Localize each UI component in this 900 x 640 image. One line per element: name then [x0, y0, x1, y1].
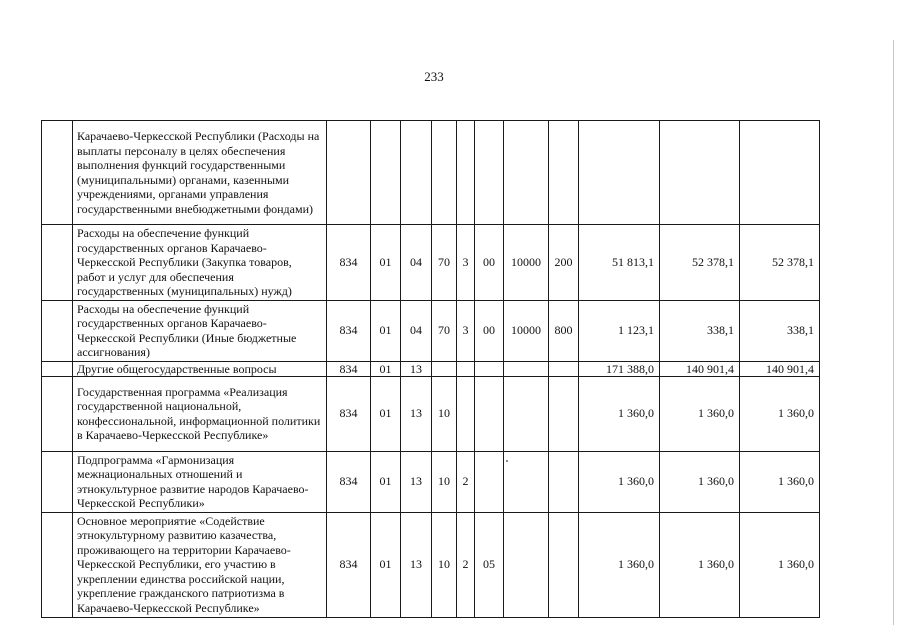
amount-year-1: 1 123,1	[579, 300, 660, 361]
item-name: Расходы на обеспечение функций государственных органов Карачаево-Черкесской Республики (Иные бюджетные ассигнования)	[73, 300, 327, 361]
section-code: 01	[371, 451, 401, 512]
budget-table	[41, 120, 820, 618]
ved-code: 834	[327, 361, 371, 376]
target-article-part2: 2	[457, 451, 475, 512]
item-name: Карачаево-Черкесской Республики (Расходы на выплаты персоналу в целях обеспечения выполнения функций государственными (муниципальными) органами, казенными учреждениями, органами управления государственными внебюджетными фондами)	[73, 121, 327, 225]
item-name: Основное мероприятие «Содействие этнокультурному развитию казачества, проживающего на территории Карачаево-Черкесской Республики, его участию в укреплении единства российской нации, укрепление гражданского патриотизма в Карачаево-Черкесской Республике»	[73, 512, 327, 617]
expense-type-code	[549, 121, 579, 225]
table-row	[42, 121, 820, 225]
expense-type-code	[549, 361, 579, 376]
blank-cell	[42, 451, 73, 512]
subsection-code: 13	[401, 361, 432, 376]
blank-cell	[42, 225, 73, 301]
table-row	[42, 512, 820, 617]
section-code: 01	[371, 300, 401, 361]
target-article-part2: 2	[457, 512, 475, 617]
amount-year-3: 338,1	[740, 300, 820, 361]
target-article-part1: 70	[432, 300, 457, 361]
amount-year-1: 171 388,0	[579, 361, 660, 376]
target-article-part2: 3	[457, 300, 475, 361]
amount-year-1: 51 813,1	[579, 225, 660, 301]
table-row	[42, 300, 820, 361]
target-article-part1	[432, 121, 457, 225]
amount-year-3: 1 360,0	[740, 451, 820, 512]
amount-year-3: 52 378,1	[740, 225, 820, 301]
scan-edge-line	[893, 40, 894, 625]
ved-code: 834	[327, 451, 371, 512]
expense-type-code	[549, 376, 579, 451]
target-article-part1: 70	[432, 225, 457, 301]
ved-code: 834	[327, 225, 371, 301]
target-article-part4: 10000	[504, 225, 549, 301]
table-row	[42, 225, 820, 301]
blank-cell	[42, 376, 73, 451]
subsection-code: 13	[401, 376, 432, 451]
section-code: 01	[371, 361, 401, 376]
blank-cell	[42, 121, 73, 225]
subsection-code: 13	[401, 512, 432, 617]
ved-code: 834	[327, 376, 371, 451]
item-name: Другие общегосударственные вопросы	[73, 361, 327, 376]
target-article-part1: 10	[432, 451, 457, 512]
amount-year-2: 140 901,4	[660, 361, 740, 376]
target-article-part3: 05	[475, 512, 504, 617]
target-article-part2	[457, 361, 475, 376]
amount-year-3: 140 901,4	[740, 361, 820, 376]
section-code: 01	[371, 225, 401, 301]
amount-year-3: 1 360,0	[740, 512, 820, 617]
target-article-part4	[504, 451, 549, 512]
expense-type-code: 800	[549, 300, 579, 361]
amount-year-2: 338,1	[660, 300, 740, 361]
target-article-part3	[475, 376, 504, 451]
subsection-code: 13	[401, 451, 432, 512]
table-row	[42, 376, 820, 451]
target-article-part4	[504, 512, 549, 617]
page-number: 233	[424, 69, 444, 84]
target-article-part2	[457, 121, 475, 225]
amount-year-2: 1 360,0	[660, 451, 740, 512]
section-code: 01	[371, 512, 401, 617]
ved-code: 834	[327, 300, 371, 361]
section-code	[371, 121, 401, 225]
subsection-code: 04	[401, 300, 432, 361]
blank-cell	[42, 512, 73, 617]
scan-speck	[506, 460, 508, 462]
amount-year-3: 1 360,0	[740, 376, 820, 451]
expense-type-code	[549, 451, 579, 512]
section-code: 01	[371, 376, 401, 451]
subsection-code: 04	[401, 225, 432, 301]
amount-year-2: 52 378,1	[660, 225, 740, 301]
target-article-part2	[457, 376, 475, 451]
target-article-part1	[432, 361, 457, 376]
item-name: Расходы на обеспечение функций государственных органов Карачаево-Черкесской Республики (Закупка товаров, работ и услуг для обеспечения государственных (муниципальных) нужд)	[73, 225, 327, 301]
amount-year-1: 1 360,0	[579, 376, 660, 451]
amount-year-2: 1 360,0	[660, 512, 740, 617]
target-article-part3	[475, 121, 504, 225]
amount-year-1: 1 360,0	[579, 512, 660, 617]
subsection-code	[401, 121, 432, 225]
item-name: Государственная программа «Реализация государственной национальной, конфессиональной, информационной политики в Карачаево-Черкесской Республике»	[73, 376, 327, 451]
target-article-part3: 00	[475, 300, 504, 361]
target-article-part4	[504, 376, 549, 451]
amount-year-2	[660, 121, 740, 225]
table-row	[42, 451, 820, 512]
target-article-part1: 10	[432, 376, 457, 451]
target-article-part2: 3	[457, 225, 475, 301]
expense-type-code	[549, 512, 579, 617]
ved-code	[327, 121, 371, 225]
amount-year-1: 1 360,0	[579, 451, 660, 512]
amount-year-1	[579, 121, 660, 225]
ved-code: 834	[327, 512, 371, 617]
blank-cell	[42, 300, 73, 361]
target-article-part3	[475, 451, 504, 512]
target-article-part3	[475, 361, 504, 376]
target-article-part3: 00	[475, 225, 504, 301]
target-article-part4	[504, 361, 549, 376]
blank-cell	[42, 361, 73, 376]
amount-year-3	[740, 121, 820, 225]
target-article-part4	[504, 121, 549, 225]
target-article-part1: 10	[432, 512, 457, 617]
expense-type-code: 200	[549, 225, 579, 301]
target-article-part4: 10000	[504, 300, 549, 361]
amount-year-2: 1 360,0	[660, 376, 740, 451]
table-row	[42, 361, 820, 376]
item-name: Подпрограмма «Гармонизация межнациональных отношений и этнокультурное развитие народов Карачаево-Черкесской Республики»	[73, 451, 327, 512]
